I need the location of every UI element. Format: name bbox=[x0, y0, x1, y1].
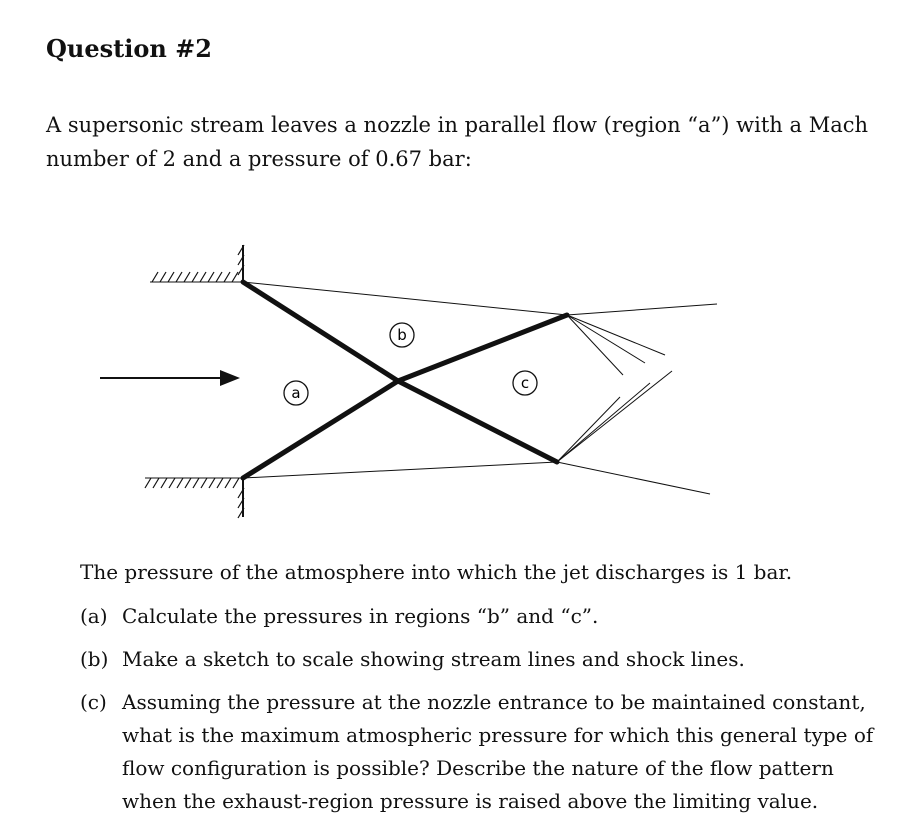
svg-text:a: a bbox=[291, 384, 301, 402]
question-intro: A supersonic stream leaves a nozzle in parallel flow (region “a”) with a Mach number of 2 and a pressure of 0.67 bar: bbox=[46, 113, 869, 171]
part-marker: (a) bbox=[80, 604, 108, 628]
shock-lines bbox=[243, 282, 567, 478]
question-title: Question #2 bbox=[46, 34, 212, 63]
part-marker: (c) bbox=[80, 690, 107, 714]
lower-nozzle-wall bbox=[145, 478, 244, 518]
part-text: Calculate the pressures in regions “b” and “c”. bbox=[122, 604, 599, 628]
nozzle-shock-diagram bbox=[90, 235, 730, 525]
svg-text:b: b bbox=[397, 326, 407, 344]
part-text: Make a sketch to scale showing stream lines and shock lines. bbox=[122, 647, 745, 671]
jet-boundary-lines bbox=[243, 282, 717, 494]
region-label-b bbox=[390, 323, 414, 347]
flow-arrow-icon bbox=[100, 370, 240, 386]
problem-statement: The pressure of the atmosphere into which the jet discharges is 1 bar. bbox=[80, 560, 793, 584]
part-text: Assuming the pressure at the nozzle entrance to be maintained constant, what is the maximum atmospheric pressure for which this general type of flow configuration is possible? Describe the nature of the flow pattern when the exhaust-region pressure is raised above the limiting value. bbox=[122, 690, 874, 813]
part-a bbox=[80, 600, 890, 633]
region-label-a bbox=[284, 381, 308, 405]
upper-nozzle-wall bbox=[150, 245, 244, 282]
part-c bbox=[80, 686, 890, 818]
expansion-fan-lines bbox=[557, 315, 672, 462]
question-parts bbox=[80, 600, 890, 828]
part-marker: (b) bbox=[80, 647, 109, 671]
part-b bbox=[80, 643, 890, 676]
region-label-c bbox=[513, 371, 537, 395]
svg-text:c: c bbox=[520, 374, 530, 392]
